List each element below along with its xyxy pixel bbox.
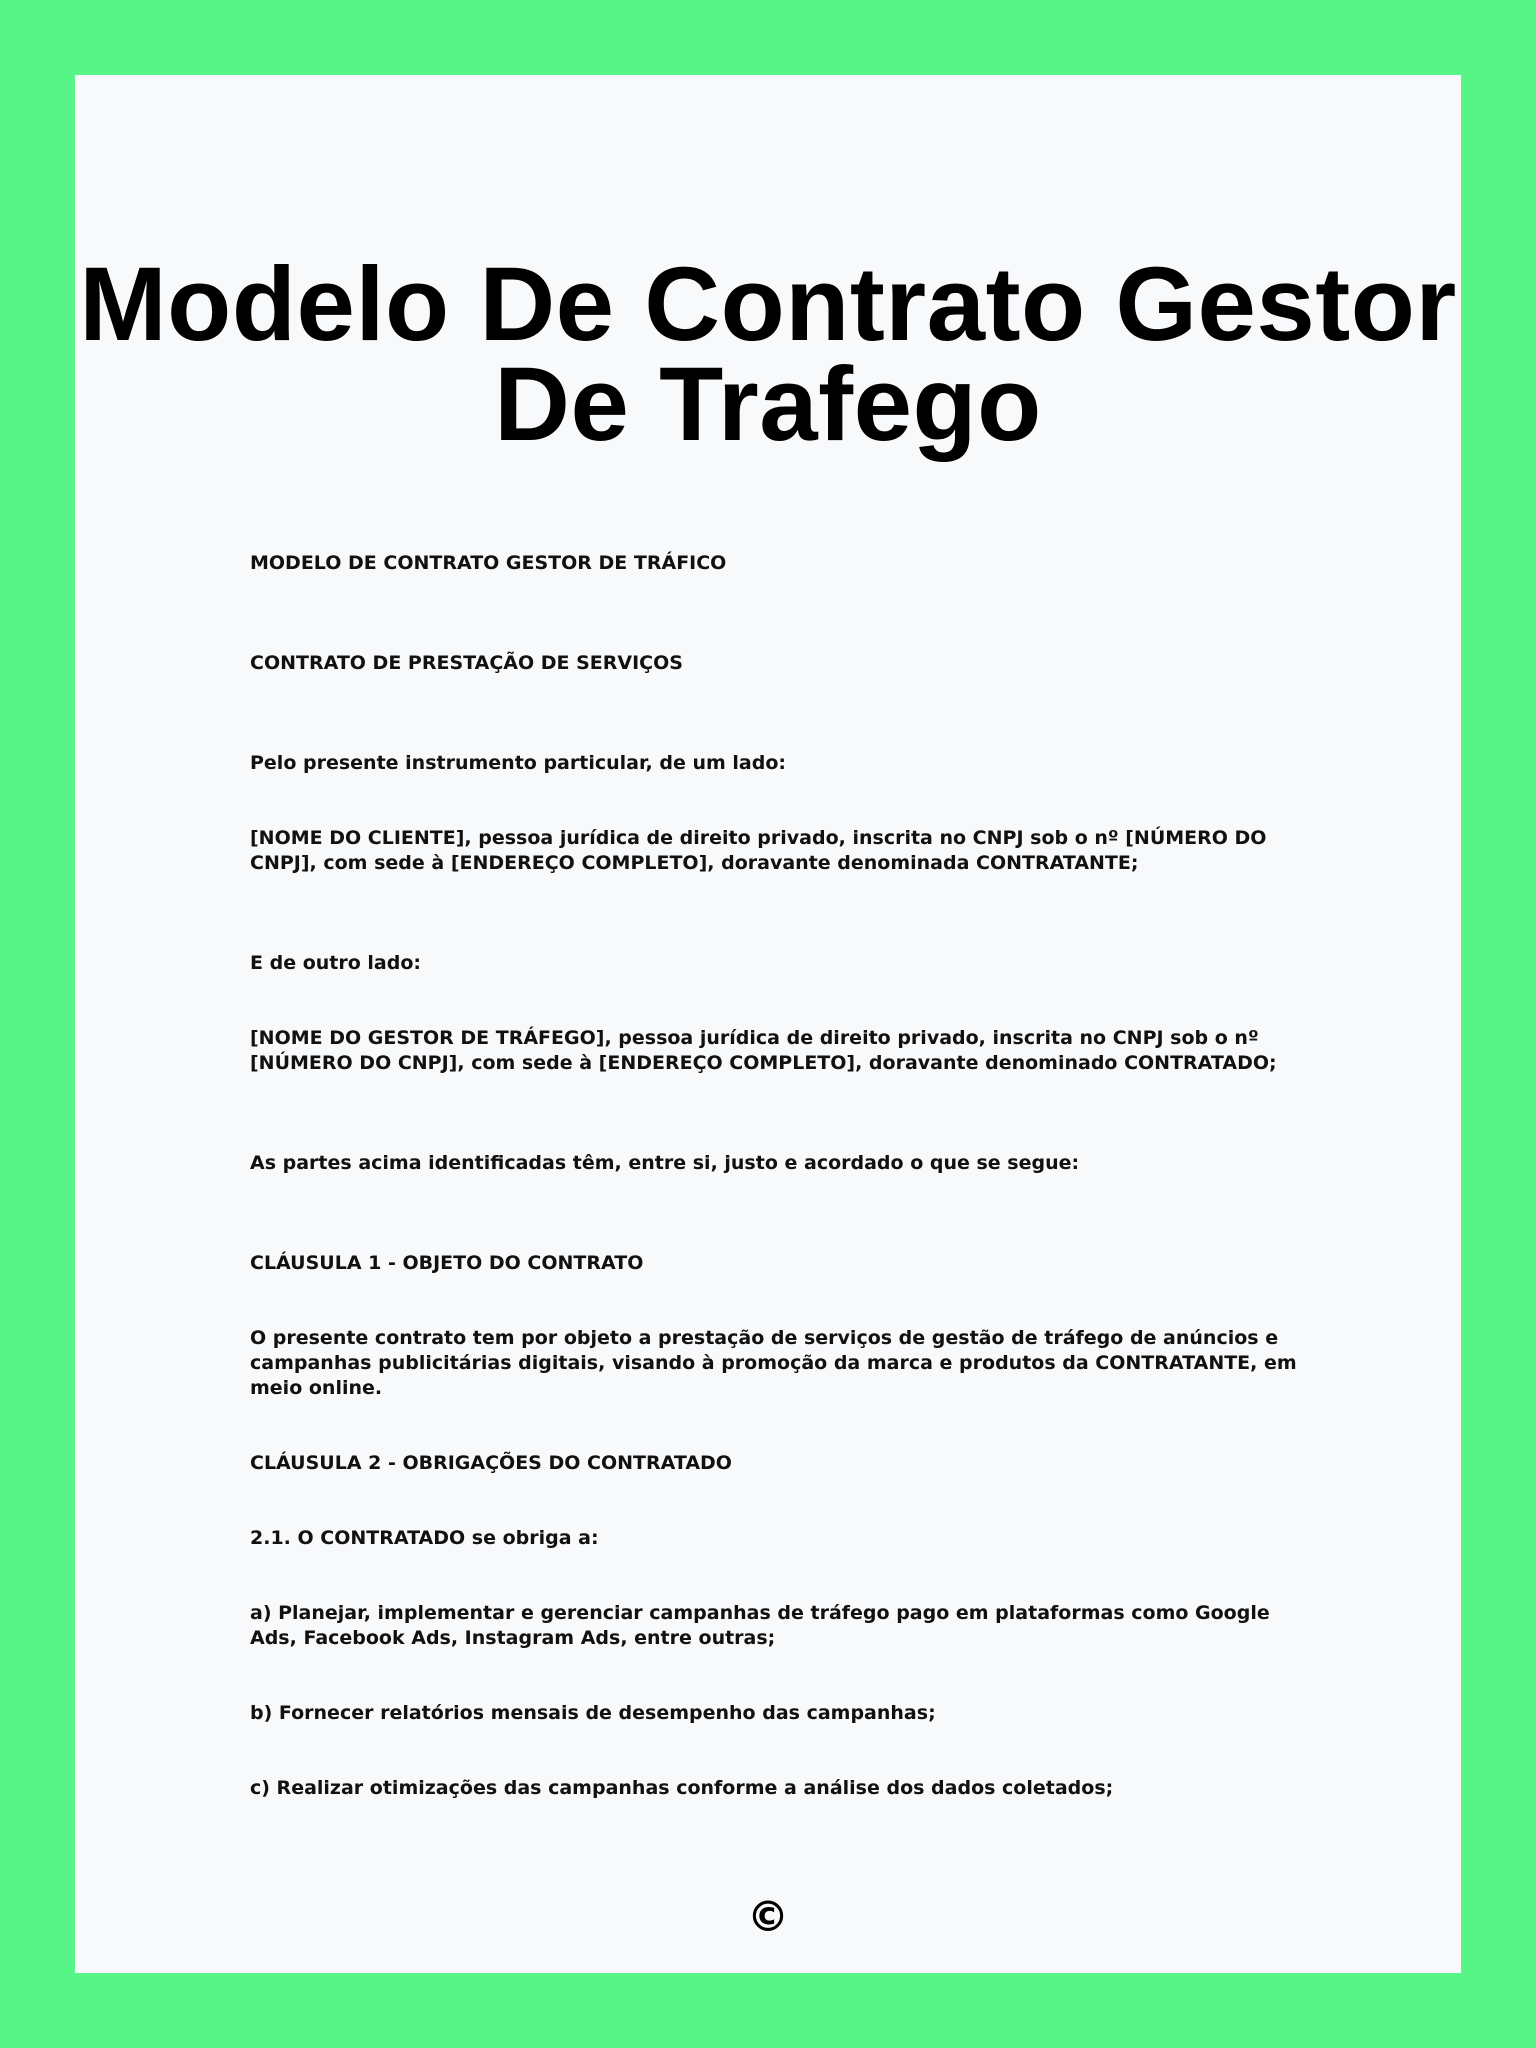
document-page: [75, 75, 1461, 1973]
contratante-paragraph: [NOME DO CLIENTE], pessoa jurídica de direito privado, inscrita no CNPJ sob o nº [NÚMERO DO CNPJ], com sede à [ENDEREÇO COMPLETO], doravante denominada CONTRATANTE;: [250, 827, 1267, 874]
clause-2-item-a: a) Planejar, implementar e gerenciar campanhas de tráfego pago em plataformas como Google Ads, Facebook Ads, Instagram Ads, entre outras;: [250, 1602, 1270, 1649]
contract-type-heading: CONTRATO DE PRESTAÇÃO DE SERVIÇOS: [250, 652, 683, 674]
agreement-paragraph: As partes acima identificadas têm, entre si, justo e acordado o que se segue:: [250, 1152, 1080, 1174]
clause-1-heading: CLÁUSULA 1 - OBJETO DO CONTRATO: [250, 1252, 644, 1274]
copyright-icon: ©: [747, 1892, 789, 1941]
other-party-paragraph: E de outro lado:: [250, 952, 421, 974]
clause-1-text: O presente contrato tem por objeto a prestação de serviços de gestão de tráfego de anúncios e campanhas publicitárias digitais, visando à promoção da marca e produtos da CONTRATANTE, em meio online.: [250, 1327, 1297, 1399]
clause-2-heading: CLÁUSULA 2 - OBRIGAÇÕES DO CONTRATADO: [250, 1452, 732, 1474]
clause-2-item-b: b) Fornecer relatórios mensais de desempenho das campanhas;: [250, 1702, 936, 1724]
clause-2-item-c: c) Realizar otimizações das campanhas conforme a análise dos dados coletados;: [250, 1777, 1114, 1799]
clause-2-1-text: 2.1. O CONTRATADO se obriga a:: [250, 1527, 599, 1549]
intro-paragraph: Pelo presente instrumento particular, de um lado:: [250, 752, 786, 774]
document-heading: MODELO DE CONTRATO GESTOR DE TRÁFICO: [250, 552, 727, 574]
document-title: Modelo De Contrato Gestor De Trafego: [79, 246, 1457, 463]
contratado-paragraph: [NOME DO GESTOR DE TRÁFEGO], pessoa jurídica de direito privado, inscrita no CNPJ sob o nº [NÚMERO DO CNPJ], com sede à [ENDEREÇO COMPLETO], doravante denominado CONTRATADO;: [250, 1027, 1277, 1074]
